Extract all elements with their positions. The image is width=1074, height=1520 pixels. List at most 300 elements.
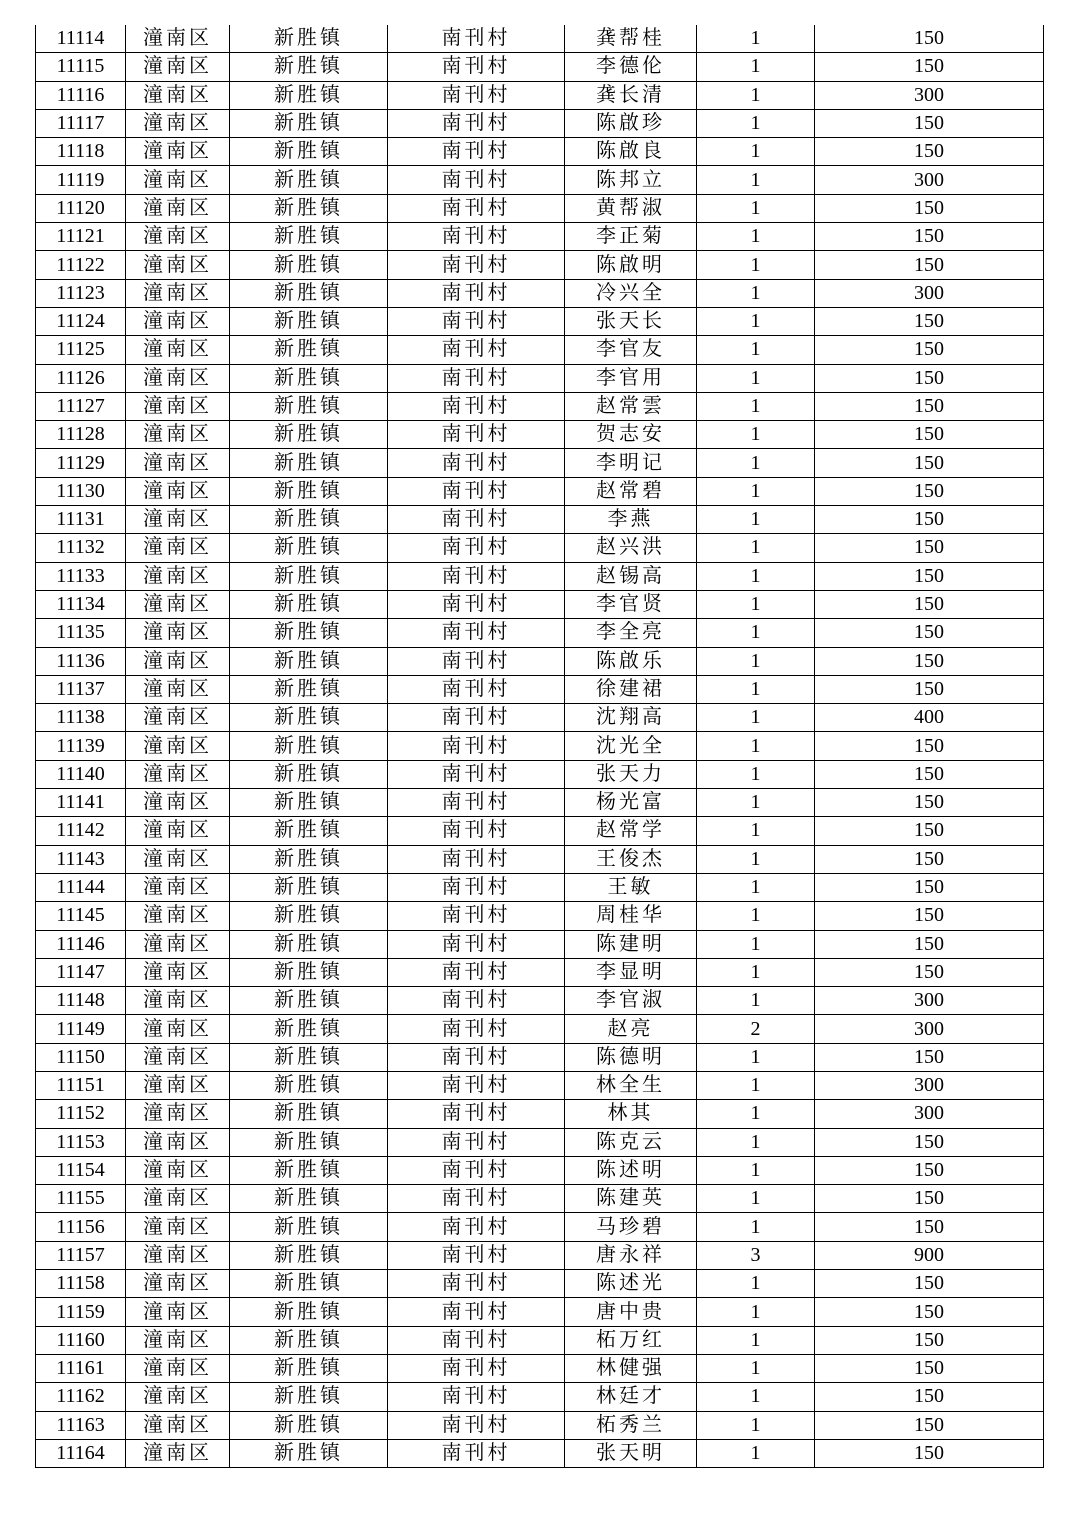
town-cell: 新胜镇 <box>230 25 388 53</box>
village-cell: 南刊村 <box>388 81 565 109</box>
count-cell: 1 <box>697 873 815 901</box>
name-cell: 王敏 <box>565 873 697 901</box>
row-number-cell: 11147 <box>36 958 126 986</box>
row-number-cell: 11164 <box>36 1439 126 1467</box>
village-cell: 南刊村 <box>388 845 565 873</box>
name-cell: 周桂华 <box>565 902 697 930</box>
count-cell: 1 <box>697 1326 815 1354</box>
amount-cell: 150 <box>815 449 1044 477</box>
name-cell: 龚帮桂 <box>565 25 697 53</box>
village-cell: 南刊村 <box>388 392 565 420</box>
town-cell: 新胜镇 <box>230 1156 388 1184</box>
name-cell: 李显明 <box>565 958 697 986</box>
district-cell: 潼南区 <box>126 902 230 930</box>
table-row <box>36 1015 1044 1043</box>
town-cell: 新胜镇 <box>230 902 388 930</box>
district-cell: 潼南区 <box>126 1100 230 1128</box>
table-row <box>36 1071 1044 1099</box>
town-cell: 新胜镇 <box>230 1439 388 1467</box>
count-cell: 1 <box>697 958 815 986</box>
town-cell: 新胜镇 <box>230 1383 388 1411</box>
amount-cell: 150 <box>815 562 1044 590</box>
count-cell: 1 <box>697 930 815 958</box>
amount-cell: 300 <box>815 1100 1044 1128</box>
village-cell: 南刊村 <box>388 1156 565 1184</box>
table-row <box>36 647 1044 675</box>
name-cell: 唐永祥 <box>565 1241 697 1269</box>
town-cell: 新胜镇 <box>230 930 388 958</box>
table-row <box>36 675 1044 703</box>
name-cell: 赵常碧 <box>565 477 697 505</box>
town-cell: 新胜镇 <box>230 449 388 477</box>
town-cell: 新胜镇 <box>230 732 388 760</box>
amount-cell: 150 <box>815 336 1044 364</box>
row-number-cell: 11122 <box>36 251 126 279</box>
count-cell: 1 <box>697 987 815 1015</box>
row-number-cell: 11119 <box>36 166 126 194</box>
row-number-cell: 11141 <box>36 789 126 817</box>
amount-cell: 150 <box>815 25 1044 53</box>
row-number-cell: 11125 <box>36 336 126 364</box>
village-cell: 南刊村 <box>388 675 565 703</box>
name-cell: 张天力 <box>565 760 697 788</box>
row-number-cell: 11142 <box>36 817 126 845</box>
village-cell: 南刊村 <box>388 1270 565 1298</box>
village-cell: 南刊村 <box>388 364 565 392</box>
count-cell: 1 <box>697 81 815 109</box>
amount-cell: 150 <box>815 109 1044 137</box>
table-row <box>36 534 1044 562</box>
town-cell: 新胜镇 <box>230 506 388 534</box>
name-cell: 冷兴全 <box>565 279 697 307</box>
district-cell: 潼南区 <box>126 449 230 477</box>
count-cell: 1 <box>697 619 815 647</box>
amount-cell: 150 <box>815 1185 1044 1213</box>
district-cell: 潼南区 <box>126 1071 230 1099</box>
name-cell: 陈啟明 <box>565 251 697 279</box>
row-number-cell: 11151 <box>36 1071 126 1099</box>
table-row <box>36 477 1044 505</box>
village-cell: 南刊村 <box>388 647 565 675</box>
count-cell: 1 <box>697 789 815 817</box>
table-row <box>36 1128 1044 1156</box>
amount-cell: 400 <box>815 704 1044 732</box>
town-cell: 新胜镇 <box>230 619 388 647</box>
count-cell: 1 <box>697 647 815 675</box>
table-row <box>36 138 1044 166</box>
village-cell: 南刊村 <box>388 590 565 618</box>
table-row <box>36 223 1044 251</box>
amount-cell: 150 <box>815 1326 1044 1354</box>
district-cell: 潼南区 <box>126 1128 230 1156</box>
count-cell: 1 <box>697 1185 815 1213</box>
amount-cell: 150 <box>815 506 1044 534</box>
town-cell: 新胜镇 <box>230 1213 388 1241</box>
table-row <box>36 562 1044 590</box>
district-cell: 潼南区 <box>126 364 230 392</box>
row-number-cell: 11124 <box>36 307 126 335</box>
amount-cell: 150 <box>815 194 1044 222</box>
district-cell: 潼南区 <box>126 392 230 420</box>
village-cell: 南刊村 <box>388 307 565 335</box>
village-cell: 南刊村 <box>388 1298 565 1326</box>
table-row <box>36 279 1044 307</box>
row-number-cell: 11116 <box>36 81 126 109</box>
village-cell: 南刊村 <box>388 25 565 53</box>
amount-cell: 150 <box>815 477 1044 505</box>
count-cell: 1 <box>697 307 815 335</box>
table-row <box>36 817 1044 845</box>
table-row <box>36 25 1044 53</box>
table-row <box>36 1156 1044 1184</box>
row-number-cell: 11146 <box>36 930 126 958</box>
table-row <box>36 1439 1044 1467</box>
row-number-cell: 11118 <box>36 138 126 166</box>
district-cell: 潼南区 <box>126 1354 230 1382</box>
district-cell: 潼南区 <box>126 138 230 166</box>
town-cell: 新胜镇 <box>230 364 388 392</box>
amount-cell: 150 <box>815 647 1044 675</box>
row-number-cell: 11121 <box>36 223 126 251</box>
table-row <box>36 902 1044 930</box>
name-cell: 李官淑 <box>565 987 697 1015</box>
town-cell: 新胜镇 <box>230 1128 388 1156</box>
count-cell: 1 <box>697 223 815 251</box>
district-cell: 潼南区 <box>126 930 230 958</box>
table-row <box>36 930 1044 958</box>
amount-cell: 150 <box>815 251 1044 279</box>
village-cell: 南刊村 <box>388 194 565 222</box>
name-cell: 林其 <box>565 1100 697 1128</box>
name-cell: 陈述光 <box>565 1270 697 1298</box>
amount-cell: 150 <box>815 1156 1044 1184</box>
row-number-cell: 11145 <box>36 902 126 930</box>
row-number-cell: 11150 <box>36 1043 126 1071</box>
subsidy-table <box>35 25 1044 1468</box>
town-cell: 新胜镇 <box>230 590 388 618</box>
amount-cell: 150 <box>815 223 1044 251</box>
town-cell: 新胜镇 <box>230 1185 388 1213</box>
row-number-cell: 11114 <box>36 25 126 53</box>
table-row <box>36 1326 1044 1354</box>
row-number-cell: 11139 <box>36 732 126 760</box>
table-row <box>36 251 1044 279</box>
town-cell: 新胜镇 <box>230 1015 388 1043</box>
table-row <box>36 307 1044 335</box>
name-cell: 陈克云 <box>565 1128 697 1156</box>
count-cell: 1 <box>697 1156 815 1184</box>
district-cell: 潼南区 <box>126 506 230 534</box>
table-row <box>36 958 1044 986</box>
name-cell: 柘秀兰 <box>565 1411 697 1439</box>
town-cell: 新胜镇 <box>230 647 388 675</box>
village-cell: 南刊村 <box>388 279 565 307</box>
table-row <box>36 109 1044 137</box>
village-cell: 南刊村 <box>388 760 565 788</box>
town-cell: 新胜镇 <box>230 1071 388 1099</box>
count-cell: 1 <box>697 704 815 732</box>
row-number-cell: 11127 <box>36 392 126 420</box>
village-cell: 南刊村 <box>388 873 565 901</box>
name-cell: 陈啟乐 <box>565 647 697 675</box>
village-cell: 南刊村 <box>388 1383 565 1411</box>
table-row <box>36 364 1044 392</box>
town-cell: 新胜镇 <box>230 704 388 732</box>
count-cell: 1 <box>697 732 815 760</box>
count-cell: 1 <box>697 506 815 534</box>
name-cell: 徐建裙 <box>565 675 697 703</box>
district-cell: 潼南区 <box>126 562 230 590</box>
village-cell: 南刊村 <box>388 562 565 590</box>
name-cell: 龚长清 <box>565 81 697 109</box>
row-number-cell: 11132 <box>36 534 126 562</box>
district-cell: 潼南区 <box>126 1439 230 1467</box>
count-cell: 1 <box>697 53 815 81</box>
district-cell: 潼南区 <box>126 109 230 137</box>
name-cell: 李全亮 <box>565 619 697 647</box>
amount-cell: 150 <box>815 590 1044 618</box>
count-cell: 1 <box>697 109 815 137</box>
village-cell: 南刊村 <box>388 987 565 1015</box>
table-row <box>36 590 1044 618</box>
row-number-cell: 11162 <box>36 1383 126 1411</box>
amount-cell: 150 <box>815 873 1044 901</box>
table-row <box>36 987 1044 1015</box>
row-number-cell: 11120 <box>36 194 126 222</box>
district-cell: 潼南区 <box>126 194 230 222</box>
count-cell: 1 <box>697 138 815 166</box>
table-row <box>36 619 1044 647</box>
district-cell: 潼南区 <box>126 25 230 53</box>
district-cell: 潼南区 <box>126 1185 230 1213</box>
name-cell: 陈德明 <box>565 1043 697 1071</box>
town-cell: 新胜镇 <box>230 1043 388 1071</box>
table-row <box>36 421 1044 449</box>
town-cell: 新胜镇 <box>230 845 388 873</box>
amount-cell: 150 <box>815 1213 1044 1241</box>
town-cell: 新胜镇 <box>230 81 388 109</box>
amount-cell: 300 <box>815 1015 1044 1043</box>
name-cell: 沈光全 <box>565 732 697 760</box>
district-cell: 潼南区 <box>126 704 230 732</box>
count-cell: 1 <box>697 675 815 703</box>
name-cell: 唐中贵 <box>565 1298 697 1326</box>
amount-cell: 150 <box>815 364 1044 392</box>
row-number-cell: 11156 <box>36 1213 126 1241</box>
district-cell: 潼南区 <box>126 760 230 788</box>
row-number-cell: 11153 <box>36 1128 126 1156</box>
village-cell: 南刊村 <box>388 619 565 647</box>
name-cell: 李燕 <box>565 506 697 534</box>
name-cell: 李明记 <box>565 449 697 477</box>
count-cell: 1 <box>697 25 815 53</box>
row-number-cell: 11136 <box>36 647 126 675</box>
name-cell: 林全生 <box>565 1071 697 1099</box>
row-number-cell: 11140 <box>36 760 126 788</box>
count-cell: 1 <box>697 336 815 364</box>
town-cell: 新胜镇 <box>230 675 388 703</box>
table-row <box>36 1100 1044 1128</box>
district-cell: 潼南区 <box>126 1241 230 1269</box>
amount-cell: 150 <box>815 53 1044 81</box>
village-cell: 南刊村 <box>388 1071 565 1099</box>
village-cell: 南刊村 <box>388 1100 565 1128</box>
name-cell: 张天明 <box>565 1439 697 1467</box>
village-cell: 南刊村 <box>388 704 565 732</box>
town-cell: 新胜镇 <box>230 138 388 166</box>
count-cell: 1 <box>697 194 815 222</box>
amount-cell: 150 <box>815 732 1044 760</box>
town-cell: 新胜镇 <box>230 1298 388 1326</box>
town-cell: 新胜镇 <box>230 789 388 817</box>
row-number-cell: 11144 <box>36 873 126 901</box>
amount-cell: 150 <box>815 1354 1044 1382</box>
district-cell: 潼南区 <box>126 307 230 335</box>
name-cell: 马珍碧 <box>565 1213 697 1241</box>
amount-cell: 150 <box>815 1270 1044 1298</box>
table-row <box>36 1411 1044 1439</box>
name-cell: 李正菊 <box>565 223 697 251</box>
amount-cell: 150 <box>815 958 1044 986</box>
count-cell: 1 <box>697 1354 815 1382</box>
count-cell: 1 <box>697 845 815 873</box>
district-cell: 潼南区 <box>126 1015 230 1043</box>
name-cell: 林廷才 <box>565 1383 697 1411</box>
name-cell: 李官贤 <box>565 590 697 618</box>
table-row <box>36 1043 1044 1071</box>
district-cell: 潼南区 <box>126 1411 230 1439</box>
town-cell: 新胜镇 <box>230 194 388 222</box>
district-cell: 潼南区 <box>126 1326 230 1354</box>
amount-cell: 150 <box>815 1439 1044 1467</box>
count-cell: 1 <box>697 562 815 590</box>
district-cell: 潼南区 <box>126 789 230 817</box>
count-cell: 1 <box>697 449 815 477</box>
village-cell: 南刊村 <box>388 1043 565 1071</box>
row-number-cell: 11154 <box>36 1156 126 1184</box>
amount-cell: 300 <box>815 1071 1044 1099</box>
count-cell: 1 <box>697 364 815 392</box>
amount-cell: 150 <box>815 1411 1044 1439</box>
town-cell: 新胜镇 <box>230 166 388 194</box>
count-cell: 1 <box>697 760 815 788</box>
table-row <box>36 194 1044 222</box>
name-cell: 陈建明 <box>565 930 697 958</box>
district-cell: 潼南区 <box>126 590 230 618</box>
village-cell: 南刊村 <box>388 958 565 986</box>
district-cell: 潼南区 <box>126 81 230 109</box>
village-cell: 南刊村 <box>388 477 565 505</box>
amount-cell: 150 <box>815 902 1044 930</box>
row-number-cell: 11117 <box>36 109 126 137</box>
table-row <box>36 760 1044 788</box>
town-cell: 新胜镇 <box>230 760 388 788</box>
village-cell: 南刊村 <box>388 223 565 251</box>
name-cell: 赵常学 <box>565 817 697 845</box>
amount-cell: 150 <box>815 534 1044 562</box>
village-cell: 南刊村 <box>388 421 565 449</box>
row-number-cell: 11158 <box>36 1270 126 1298</box>
town-cell: 新胜镇 <box>230 109 388 137</box>
name-cell: 赵兴洪 <box>565 534 697 562</box>
district-cell: 潼南区 <box>126 1043 230 1071</box>
town-cell: 新胜镇 <box>230 817 388 845</box>
village-cell: 南刊村 <box>388 1354 565 1382</box>
count-cell: 1 <box>697 1439 815 1467</box>
village-cell: 南刊村 <box>388 1411 565 1439</box>
table-row <box>36 449 1044 477</box>
row-number-cell: 11129 <box>36 449 126 477</box>
count-cell: 1 <box>697 392 815 420</box>
district-cell: 潼南区 <box>126 817 230 845</box>
row-number-cell: 11115 <box>36 53 126 81</box>
town-cell: 新胜镇 <box>230 987 388 1015</box>
district-cell: 潼南区 <box>126 647 230 675</box>
town-cell: 新胜镇 <box>230 1326 388 1354</box>
row-number-cell: 11143 <box>36 845 126 873</box>
name-cell: 李官友 <box>565 336 697 364</box>
row-number-cell: 11131 <box>36 506 126 534</box>
amount-cell: 150 <box>815 619 1044 647</box>
amount-cell: 150 <box>815 930 1044 958</box>
town-cell: 新胜镇 <box>230 562 388 590</box>
count-cell: 1 <box>697 477 815 505</box>
count-cell: 1 <box>697 279 815 307</box>
district-cell: 潼南区 <box>126 845 230 873</box>
village-cell: 南刊村 <box>388 336 565 364</box>
town-cell: 新胜镇 <box>230 1411 388 1439</box>
name-cell: 沈翔高 <box>565 704 697 732</box>
count-cell: 1 <box>697 1071 815 1099</box>
district-cell: 潼南区 <box>126 223 230 251</box>
name-cell: 陈邦立 <box>565 166 697 194</box>
row-number-cell: 11128 <box>36 421 126 449</box>
table-body <box>36 25 1044 1468</box>
name-cell: 陈述明 <box>565 1156 697 1184</box>
village-cell: 南刊村 <box>388 930 565 958</box>
town-cell: 新胜镇 <box>230 392 388 420</box>
village-cell: 南刊村 <box>388 506 565 534</box>
row-number-cell: 11149 <box>36 1015 126 1043</box>
table-row <box>36 1185 1044 1213</box>
town-cell: 新胜镇 <box>230 1241 388 1269</box>
town-cell: 新胜镇 <box>230 251 388 279</box>
name-cell: 杨光富 <box>565 789 697 817</box>
village-cell: 南刊村 <box>388 817 565 845</box>
table-row <box>36 1241 1044 1269</box>
town-cell: 新胜镇 <box>230 223 388 251</box>
amount-cell: 300 <box>815 987 1044 1015</box>
amount-cell: 150 <box>815 138 1044 166</box>
district-cell: 潼南区 <box>126 1270 230 1298</box>
table-row <box>36 1213 1044 1241</box>
village-cell: 南刊村 <box>388 53 565 81</box>
village-cell: 南刊村 <box>388 1241 565 1269</box>
amount-cell: 150 <box>815 817 1044 845</box>
village-cell: 南刊村 <box>388 732 565 760</box>
table-row <box>36 1298 1044 1326</box>
table-row <box>36 392 1044 420</box>
district-cell: 潼南区 <box>126 1383 230 1411</box>
amount-cell: 300 <box>815 166 1044 194</box>
town-cell: 新胜镇 <box>230 958 388 986</box>
district-cell: 潼南区 <box>126 477 230 505</box>
row-number-cell: 11161 <box>36 1354 126 1382</box>
district-cell: 潼南区 <box>126 619 230 647</box>
count-cell: 1 <box>697 1128 815 1156</box>
row-number-cell: 11138 <box>36 704 126 732</box>
amount-cell: 150 <box>815 675 1044 703</box>
